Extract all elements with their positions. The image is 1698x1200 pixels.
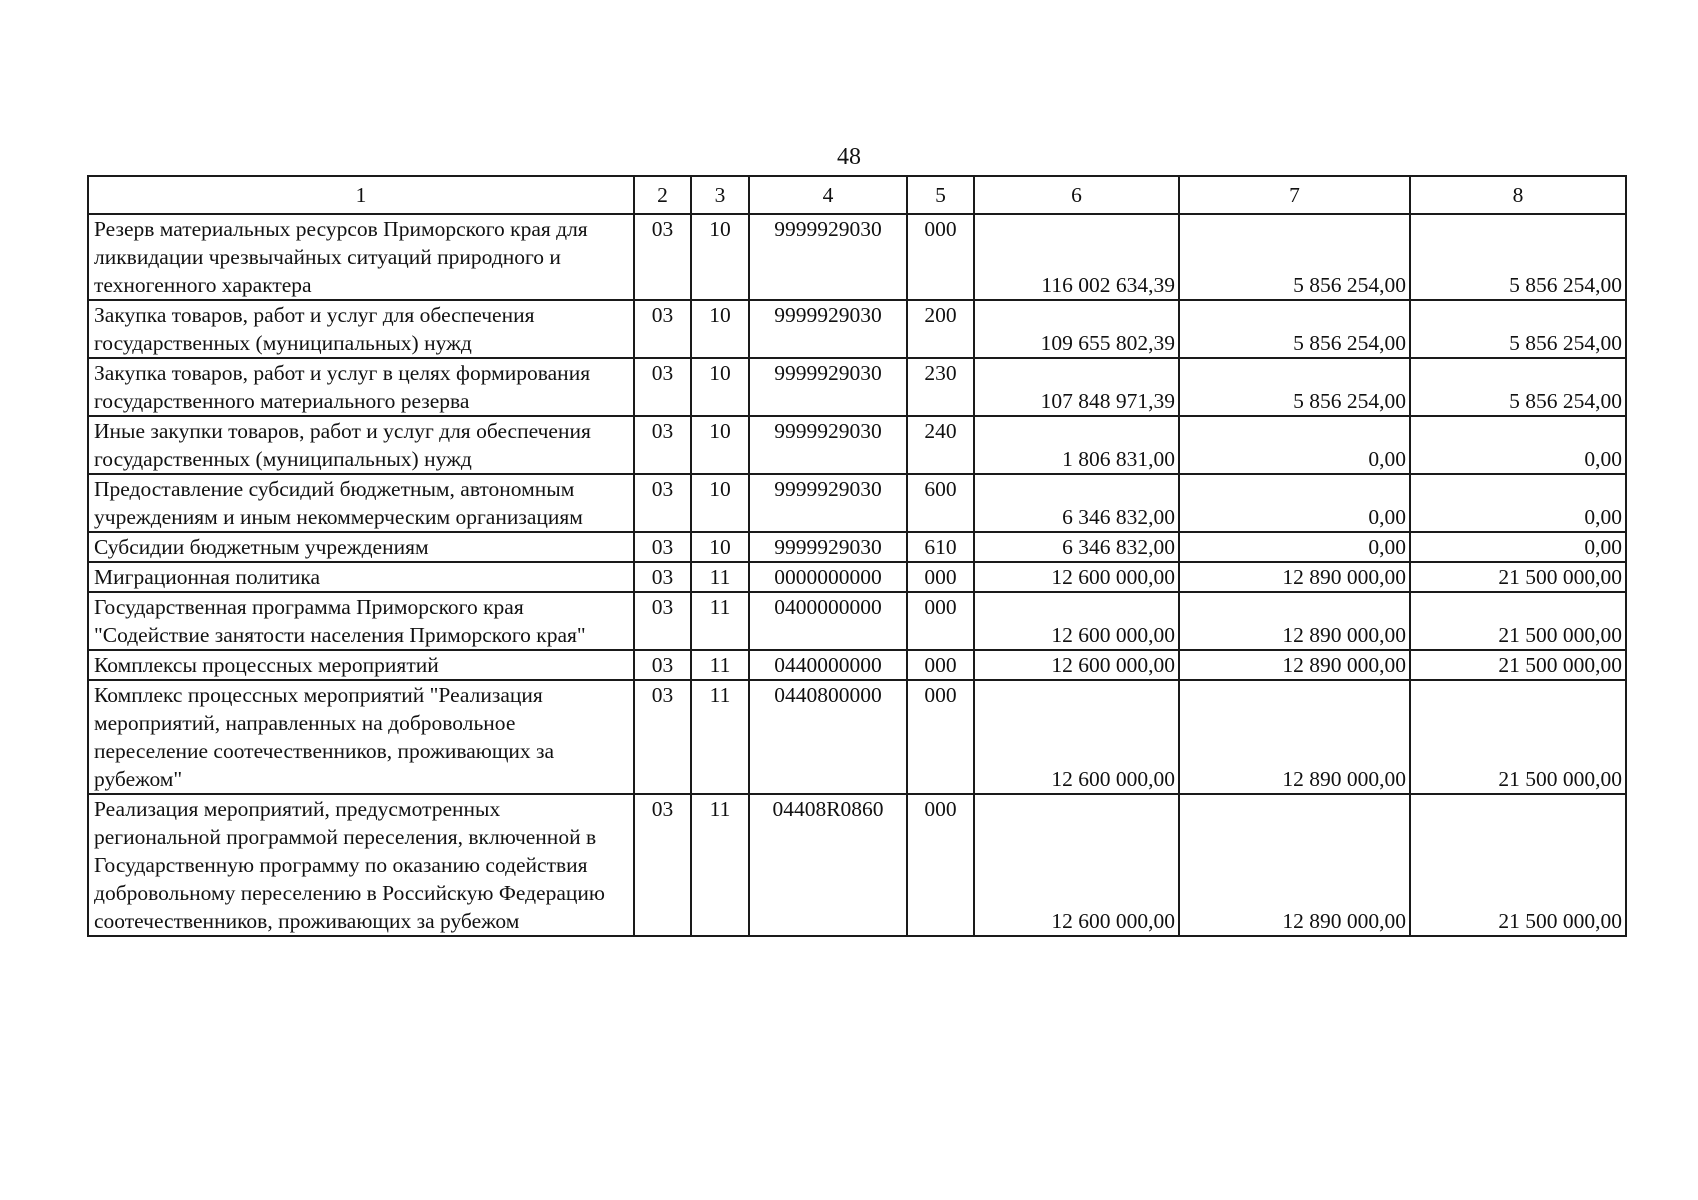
section-code: 03: [634, 300, 691, 358]
table-row: [88, 358, 1626, 416]
amount-col-8: 5 856 254,00: [1410, 214, 1626, 300]
amount-col-7: 12 890 000,00: [1179, 794, 1410, 936]
row-name: Комплекс процессных мероприятий "Реализация мероприятий, направленных на добровольное переселение соотечественников, проживающих за рубежом": [88, 680, 634, 794]
target-article-code: 9999929030: [749, 474, 907, 532]
column-header-3: 3: [691, 176, 749, 214]
amount-col-6: 12 600 000,00: [974, 794, 1179, 936]
target-article-code: 9999929030: [749, 300, 907, 358]
table-row: [88, 650, 1626, 680]
target-article-code: 0400000000: [749, 592, 907, 650]
amount-col-6: 107 848 971,39: [974, 358, 1179, 416]
target-article-code: 0440800000: [749, 680, 907, 794]
amount-col-8: 0,00: [1410, 532, 1626, 562]
amount-col-6: 6 346 832,00: [974, 532, 1179, 562]
subsection-code: 11: [691, 680, 749, 794]
amount-col-7: 5 856 254,00: [1179, 214, 1410, 300]
row-name: Государственная программа Приморского края "Содействие занятости населения Приморского края": [88, 592, 634, 650]
subsection-code: 10: [691, 300, 749, 358]
expense-type-code: 200: [907, 300, 974, 358]
amount-col-7: 0,00: [1179, 416, 1410, 474]
subsection-code: 11: [691, 794, 749, 936]
amount-col-7: 12 890 000,00: [1179, 650, 1410, 680]
row-name: Резерв материальных ресурсов Приморского края для ликвидации чрезвычайных ситуаций природного и техногенного характера: [88, 214, 634, 300]
column-header-6: 6: [974, 176, 1179, 214]
table-row: [88, 532, 1626, 562]
subsection-code: 11: [691, 562, 749, 592]
expense-type-code: 000: [907, 680, 974, 794]
budget-table: [87, 175, 1627, 937]
section-code: 03: [634, 562, 691, 592]
section-code: 03: [634, 532, 691, 562]
amount-col-8: 21 500 000,00: [1410, 680, 1626, 794]
target-article-code: 0000000000: [749, 562, 907, 592]
section-code: 03: [634, 474, 691, 532]
amount-col-7: 5 856 254,00: [1179, 358, 1410, 416]
expense-type-code: 000: [907, 592, 974, 650]
section-code: 03: [634, 794, 691, 936]
column-header-8: 8: [1410, 176, 1626, 214]
amount-col-7: 0,00: [1179, 474, 1410, 532]
subsection-code: 10: [691, 358, 749, 416]
expense-type-code: 000: [907, 214, 974, 300]
amount-col-6: 12 600 000,00: [974, 592, 1179, 650]
row-name: Субсидии бюджетным учреждениям: [88, 532, 634, 562]
expense-type-code: 610: [907, 532, 974, 562]
row-name: Иные закупки товаров, работ и услуг для обеспечения государственных (муниципальных) нужд: [88, 416, 634, 474]
column-header-1: 1: [88, 176, 634, 214]
target-article-code: 9999929030: [749, 358, 907, 416]
amount-col-7: 5 856 254,00: [1179, 300, 1410, 358]
table-row: [88, 214, 1626, 300]
expense-type-code: 000: [907, 562, 974, 592]
row-name: Реализация мероприятий, предусмотренных региональной программой переселения, включенной в Государственную программу по оказанию содействия добровольному переселению в Российскую Федерацию соотечественников, проживающих за рубежом: [88, 794, 634, 936]
page-number: 48: [837, 144, 861, 170]
target-article-code: 0440000000: [749, 650, 907, 680]
subsection-code: 10: [691, 416, 749, 474]
subsection-code: 10: [691, 474, 749, 532]
amount-col-8: 21 500 000,00: [1410, 562, 1626, 592]
target-article-code: 9999929030: [749, 532, 907, 562]
amount-col-6: 12 600 000,00: [974, 650, 1179, 680]
section-code: 03: [634, 592, 691, 650]
row-name: Комплексы процессных мероприятий: [88, 650, 634, 680]
subsection-code: 11: [691, 592, 749, 650]
amount-col-6: 12 600 000,00: [974, 562, 1179, 592]
header-row: [88, 176, 1626, 214]
amount-col-8: 21 500 000,00: [1410, 794, 1626, 936]
expense-type-code: 240: [907, 416, 974, 474]
section-code: 03: [634, 680, 691, 794]
amount-col-7: 12 890 000,00: [1179, 592, 1410, 650]
table-row: [88, 562, 1626, 592]
amount-col-6: 6 346 832,00: [974, 474, 1179, 532]
amount-col-6: 109 655 802,39: [974, 300, 1179, 358]
target-article-code: 9999929030: [749, 214, 907, 300]
subsection-code: 10: [691, 214, 749, 300]
section-code: 03: [634, 358, 691, 416]
amount-col-7: 12 890 000,00: [1179, 562, 1410, 592]
section-code: 03: [634, 416, 691, 474]
amount-col-8: 21 500 000,00: [1410, 650, 1626, 680]
amount-col-7: 0,00: [1179, 532, 1410, 562]
amount-col-7: 12 890 000,00: [1179, 680, 1410, 794]
amount-col-8: 5 856 254,00: [1410, 300, 1626, 358]
table-row: [88, 794, 1626, 936]
table-row: [88, 592, 1626, 650]
expense-type-code: 000: [907, 650, 974, 680]
amount-col-6: 116 002 634,39: [974, 214, 1179, 300]
column-header-5: 5: [907, 176, 974, 214]
expense-type-code: 000: [907, 794, 974, 936]
table-row: [88, 474, 1626, 532]
target-article-code: 9999929030: [749, 416, 907, 474]
amount-col-8: 0,00: [1410, 474, 1626, 532]
column-header-4: 4: [749, 176, 907, 214]
row-name: Предоставление субсидий бюджетным, автономным учреждениям и иным некоммерческим организациям: [88, 474, 634, 532]
table-row: [88, 300, 1626, 358]
table-row: [88, 680, 1626, 794]
amount-col-6: 1 806 831,00: [974, 416, 1179, 474]
row-name: Закупка товаров, работ и услуг для обеспечения государственных (муниципальных) нужд: [88, 300, 634, 358]
section-code: 03: [634, 650, 691, 680]
section-code: 03: [634, 214, 691, 300]
target-article-code: 04408R0860: [749, 794, 907, 936]
subsection-code: 11: [691, 650, 749, 680]
column-header-7: 7: [1179, 176, 1410, 214]
amount-col-8: 0,00: [1410, 416, 1626, 474]
amount-col-8: 5 856 254,00: [1410, 358, 1626, 416]
subsection-code: 10: [691, 532, 749, 562]
expense-type-code: 230: [907, 358, 974, 416]
table-row: [88, 416, 1626, 474]
column-header-2: 2: [634, 176, 691, 214]
row-name: Закупка товаров, работ и услуг в целях формирования государственного материального резерва: [88, 358, 634, 416]
amount-col-8: 21 500 000,00: [1410, 592, 1626, 650]
expense-type-code: 600: [907, 474, 974, 532]
row-name: Миграционная политика: [88, 562, 634, 592]
amount-col-6: 12 600 000,00: [974, 680, 1179, 794]
